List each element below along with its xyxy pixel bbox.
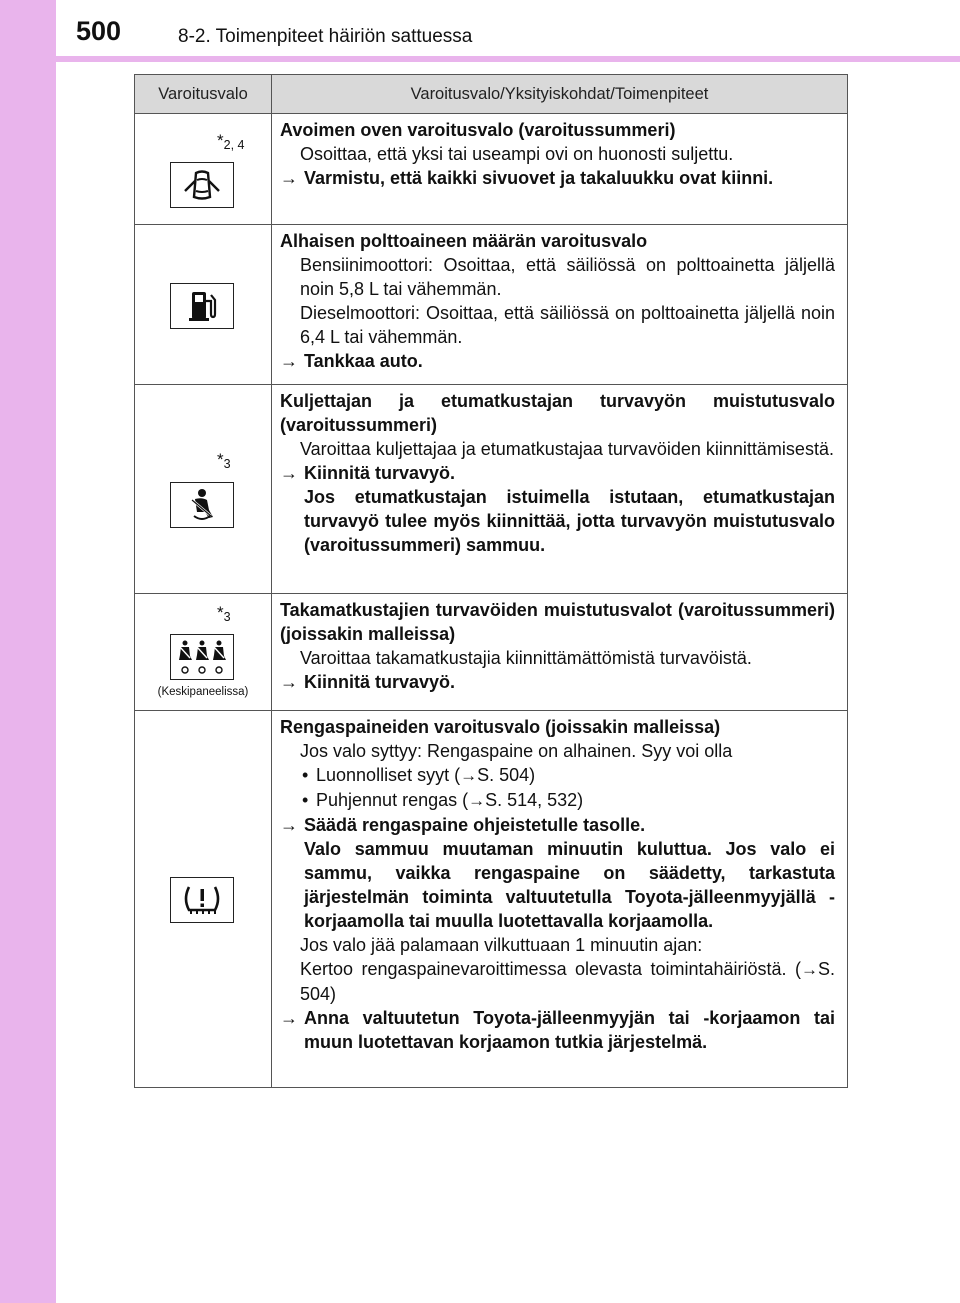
footnote-mark: $*_3$ — [217, 450, 231, 471]
table-row — [135, 225, 848, 385]
description-line: Jos valo jää palamaan vilkuttuaan 1 minuutin ajan: — [300, 935, 703, 955]
action-detail: Jos etumatkustajan istuimella istutaan, etumatkustajan turvavyö tulee myös kiinnittää, jotta turvavyön muistutusvalo (varoitussummeri) sammuu. — [304, 487, 835, 555]
details-cell — [272, 594, 848, 711]
footnote-mark: $*_{2, 4}$ — [217, 131, 245, 152]
icon-cell — [135, 225, 272, 385]
arrow-icon: → — [280, 1008, 298, 1028]
bullet-item: • Puhjennut rengas (→S. 514, 532) — [302, 790, 584, 810]
description-line: Jos valo syttyy: Rengaspaine on alhainen. Syy voi olla — [300, 741, 733, 761]
column-header-details: Varoitusvalo/Yksityiskohdat/Toimenpiteet — [272, 75, 848, 114]
arrow-icon: → — [280, 351, 298, 371]
action-line: → Tankkaa auto. — [280, 351, 423, 371]
light-title: Alhaisen polttoaineen määrän varoitusvalo — [280, 231, 648, 251]
action-line: → Kiinnitä turvavyö. — [280, 463, 456, 483]
page-side-strip — [0, 0, 56, 1303]
action-detail: Valo sammuu muutaman minuutin kuluttua. Jos valo ei sammu, vaikka rengaspaine on säädetty, tarkastuta järjestelmän toiminta valtuutetulla Toyota-jälleenmyyjällä -korjaamolla tai muulla luotettavalla korjaamolla. — [304, 839, 835, 931]
table-header-row — [135, 75, 848, 114]
details-cell — [272, 114, 848, 225]
description-line: Dieselmoottori: Osoittaa, että säiliössä on polttoainetta jäljellä noin 6,4 L tai vähemmän. — [300, 303, 835, 347]
arrow-icon: → — [280, 672, 298, 692]
details-cell — [272, 385, 848, 594]
table-row — [135, 594, 848, 711]
column-header-light: Varoitusvalo — [135, 75, 272, 114]
seatbelt-icon — [170, 482, 234, 528]
arrow-icon: → — [280, 815, 298, 835]
action-line: → Kiinnitä turvavyö. — [280, 672, 456, 692]
icon-cell — [135, 114, 272, 225]
footnote-mark: $*_3$ — [217, 603, 231, 624]
fuel-pump-icon — [170, 283, 234, 329]
arrow-icon: → — [468, 791, 486, 810]
light-title: Kuljettajan ja etumatkustajan turvavyön muistutusvalo (varoitussummeri) — [280, 391, 835, 435]
table-row — [135, 385, 848, 594]
arrow-icon: → — [800, 960, 818, 979]
description-line: Varoittaa takamatkustajia kiinnittämättömistä turvavöistä. — [300, 648, 752, 668]
icon-cell — [135, 594, 272, 711]
description-line: Varoittaa kuljettajaa ja etumatkustajaa turvavöiden kiinnittämisestä. — [300, 439, 834, 459]
header-rule — [0, 56, 960, 62]
action-line: → Anna valtuutetun Toyota-jälleenmyyjän tai -korjaamon tai muun luotettavan korjaamon tutkia järjestelmä. — [280, 1008, 835, 1052]
light-title: Takamatkustajien turvavöiden muistutusvalot (varoitussummeri) (joissakin malleissa) — [280, 600, 835, 644]
arrow-icon: → — [280, 168, 298, 188]
arrow-icon: → — [460, 766, 478, 785]
arrow-icon: → — [280, 463, 298, 483]
icon-cell — [135, 385, 272, 594]
rear-seatbelts-icon — [170, 634, 234, 680]
page-number: 500 — [76, 16, 122, 46]
description-line: Kertoo rengaspainevaroittimessa olevasta toimintahäiriöstä. (→S. 504) — [300, 959, 835, 1004]
table-row — [135, 711, 848, 1088]
bullet-item: • Luonnolliset syyt (→S. 504) — [302, 765, 536, 785]
tire-pressure-icon — [170, 877, 234, 923]
details-cell — [272, 225, 848, 385]
icon-cell — [135, 711, 272, 1088]
action-line: → Varmistu, että kaikki sivuovet ja takaluukku ovat kiinni. — [280, 168, 774, 188]
section-title: 8-2. Toimenpiteet häiriön sattuessa — [178, 26, 473, 47]
description-line: Bensiinimoottori: Osoittaa, että säiliössä on polttoainetta jäljellä noin 5,8 L tai vähemmän. — [300, 255, 835, 299]
warning-lights-table — [134, 74, 848, 1088]
action-line: → Säädä rengaspaine ohjeistetulle tasolle. — [280, 815, 646, 835]
description-line: Osoittaa, että yksi tai useampi ovi on huonosti suljettu. — [300, 144, 734, 164]
details-cell — [272, 711, 848, 1088]
table-row — [135, 114, 848, 225]
icon-caption: (Keskipaneelissa) — [157, 686, 249, 698]
open-door-icon — [170, 162, 234, 208]
light-title: Avoimen oven varoitusvalo (varoitussummeri) — [280, 120, 676, 140]
light-title: Rengaspaineiden varoitusvalo (joissakin malleissa) — [280, 717, 721, 737]
